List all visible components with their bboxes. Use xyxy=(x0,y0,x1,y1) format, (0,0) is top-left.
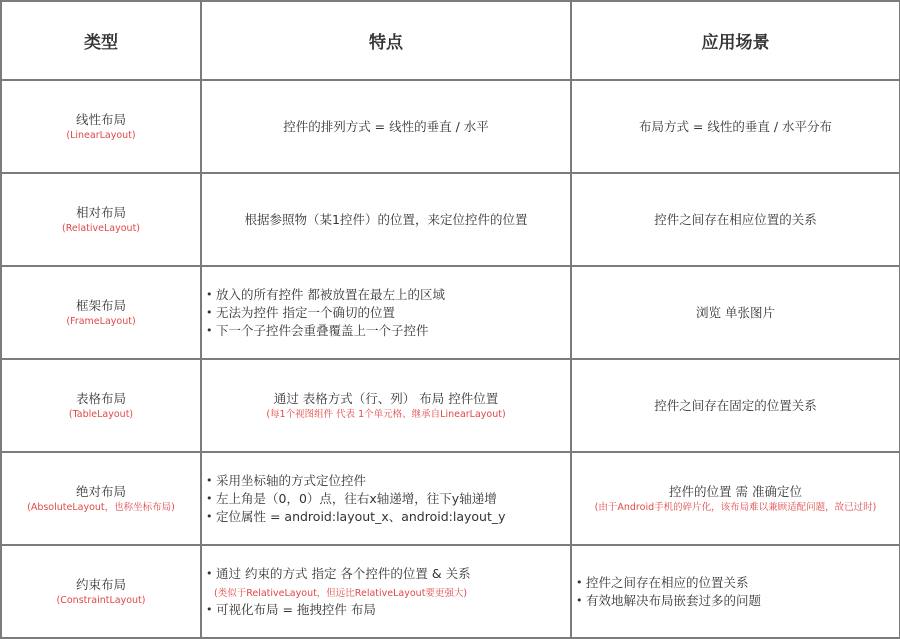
type-english-name: (ConstraintLayout) xyxy=(56,594,146,606)
type-cell xyxy=(1,266,201,359)
scenario-note: (由于Android手机的碎片化，该布局难以兼顾适配问题，故已过时) xyxy=(594,501,877,513)
type-name: 框架布局 xyxy=(75,297,126,313)
type-name: 绝对布局 xyxy=(75,483,126,499)
feature-bullet: • 下一个子控件会重叠覆盖上一个子控件 xyxy=(206,322,570,340)
header-scenario: 应用场景 xyxy=(571,1,900,80)
table-row-table-layout xyxy=(1,359,900,452)
table-row-linear-layout xyxy=(1,80,900,173)
header-feature: 特点 xyxy=(201,1,571,80)
scenario-text: 布局方式 = 线性的垂直 / 水平分布 xyxy=(638,118,833,134)
feature-bullet: • 可视化布局 = 拖拽控件 布局 xyxy=(206,601,570,619)
feature-bullet: • 通过 约束的方式 指定 各个控件的位置 & 关系 xyxy=(206,565,570,583)
feature-text: 根据参照物（某1控件）的位置，来定位控件的位置 xyxy=(244,211,528,227)
type-cell xyxy=(1,545,201,638)
scenario-cell xyxy=(571,359,900,452)
type-cell xyxy=(1,80,201,173)
scenario-cell xyxy=(571,173,900,266)
feature-bullet: • 定位属性 = android:layout_x、android:layout_y xyxy=(206,508,570,526)
feature-note-line xyxy=(206,583,570,601)
type-name: 表格布局 xyxy=(75,390,126,406)
feature-bullet-list xyxy=(202,565,570,619)
table-row-relative-layout xyxy=(1,173,900,266)
feature-cell xyxy=(201,545,571,638)
type-english-name: (AbsoluteLayout，也称坐标布局) xyxy=(27,501,175,513)
type-english-name: (RelativeLayout) xyxy=(61,222,141,234)
feature-cell xyxy=(201,452,571,545)
feature-bullet: • 无法为控件 指定一个确切的位置 xyxy=(206,304,570,322)
feature-bullet: • 采用坐标轴的方式定位控件 xyxy=(206,472,570,490)
type-english-name: (TableLayout) xyxy=(68,408,134,420)
table-row-constraint-layout xyxy=(1,545,900,638)
header-row xyxy=(1,1,900,80)
feature-cell xyxy=(201,359,571,452)
scenario-cell xyxy=(571,452,900,545)
scenario-bullet: • 控件之间存在相应的位置关系 xyxy=(576,574,899,592)
feature-bullet: • 左上角是（0，0）点，往右x轴递增，往下y轴递增 xyxy=(206,490,570,508)
scenario-bullet: • 有效地解决布局嵌套过多的问题 xyxy=(576,592,899,610)
scenario-text: 浏览 单张图片 xyxy=(696,304,775,320)
feature-cell xyxy=(201,266,571,359)
type-name: 线性布局 xyxy=(75,111,126,127)
feature-bullet: • 放入的所有控件 都被放置在最左上的区域 xyxy=(206,286,570,304)
feature-text: 通过 表格方式（行、列） 布局 控件位置 xyxy=(273,390,499,406)
type-english-name: (LinearLayout) xyxy=(66,129,136,141)
type-name: 相对布局 xyxy=(75,204,126,220)
scenario-cell xyxy=(571,545,900,638)
scenario-bullet-list xyxy=(572,574,899,610)
type-cell xyxy=(1,452,201,545)
feature-bullet-list xyxy=(202,286,570,340)
scenario-cell xyxy=(571,266,900,359)
scenario-cell xyxy=(571,80,900,173)
feature-cell xyxy=(201,173,571,266)
header-type: 类型 xyxy=(1,1,201,80)
feature-text: 控件的排列方式 = 线性的垂直 / 水平 xyxy=(283,118,489,134)
table-row-absolute-layout xyxy=(1,452,900,545)
feature-note: (每1个视图组件 代表 1个单元格、继承自LinearLayout) xyxy=(266,408,506,420)
feature-note: (类似于RelativeLayout，但远比RelativeLayout要更强大) xyxy=(214,587,468,599)
feature-cell xyxy=(201,80,571,173)
type-name: 约束布局 xyxy=(75,576,126,592)
scenario-text: 控件之间存在固定的位置关系 xyxy=(654,397,817,413)
table-row-frame-layout xyxy=(1,266,900,359)
type-cell xyxy=(1,359,201,452)
scenario-text: 控件的位置 需 准确定位 xyxy=(669,483,802,499)
feature-bullet-list xyxy=(202,472,570,526)
scenario-text: 控件之间存在相应位置的关系 xyxy=(654,211,817,227)
type-english-name: (FrameLayout) xyxy=(66,315,136,327)
type-cell xyxy=(1,173,201,266)
